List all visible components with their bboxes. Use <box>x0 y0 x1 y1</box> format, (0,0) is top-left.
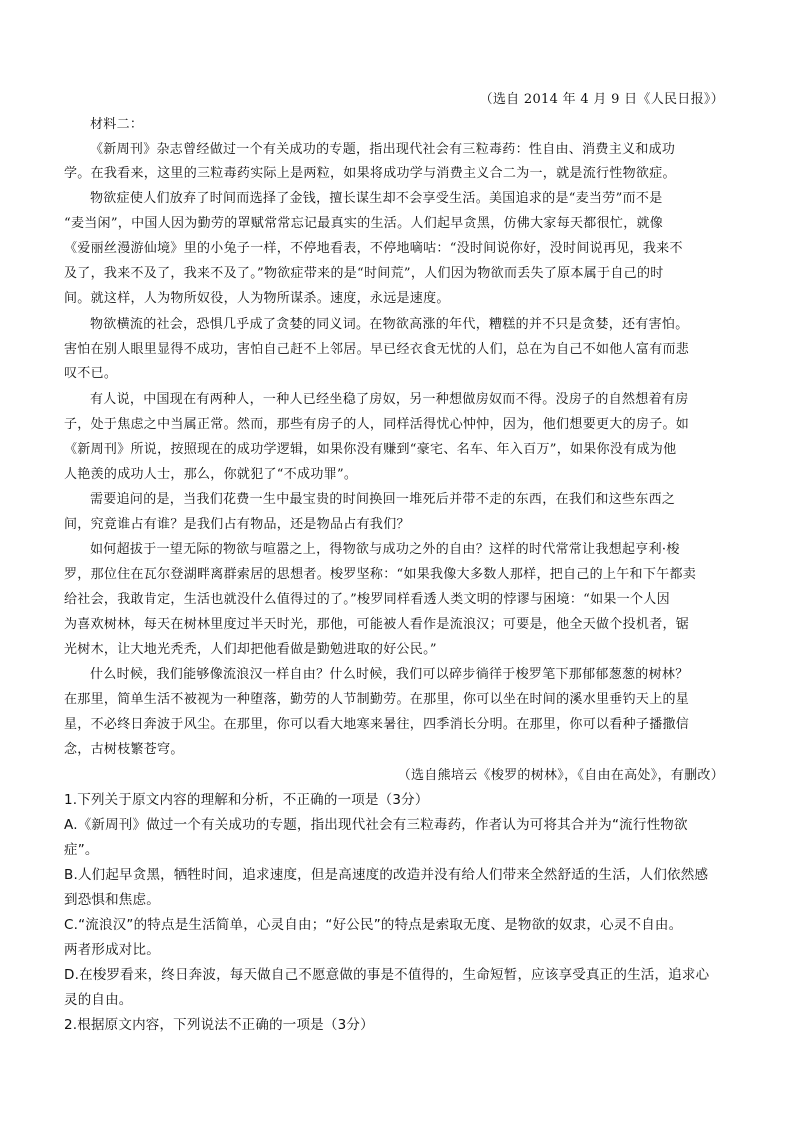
material-two-heading: 材料二： <box>90 117 144 132</box>
paragraph-6-line-4: 为喜欢树林，每天在树林里度过半天时光，那他，可能被人看作是流浪汉；可要是，他全天做个投机者，锯 <box>64 617 690 632</box>
paragraph-1-line-2: 学。在我看来，这里的三粒毒药实际上是两粒，如果将成功学与消费主义合二为一，就是流行性物欲症。 <box>64 166 676 181</box>
paragraph-2-line-1: 物欲症使人们放弃了时间而选择了金钱，擅长谋生却不会享受生活。美国追求的是“麦当劳”而不是 <box>90 191 663 206</box>
paragraph-2-line-3: 《爱丽丝漫游仙境》里的小兔子一样，不停地看表，不停地嘀咕：“没时间说你好，没时间说再见，我来不 <box>64 241 683 256</box>
paragraph-2-line-4: 及了，我来不及了，我来不及了。”物欲症带来的是“时间荒”，人们因为物欲而丢失了原本属于自己的时 <box>64 266 664 281</box>
question-1-stem: 1.下列关于原文内容的理解和分析，不正确的一项是（3分） <box>64 792 429 808</box>
paragraph-3-line-3: 叹不已。 <box>64 366 118 381</box>
paragraph-6-line-1: 如何超拔于一望无际的物欲与喧嚣之上，得物欲与成功之外的自由？这样的时代常常让我想起亨利·梭 <box>90 542 680 557</box>
paragraph-3-line-1: 物欲横流的社会，恐惧几乎成了贪婪的同义词。在物欲高涨的年代，糟糕的并不只是贪婪，还有害怕。 <box>90 317 689 332</box>
question-1-option-d-line-1: D.在梭罗看来，终日奔波，每天做自己不愿意做的事是不值得的，生命短暂，应该享受真正的生活，追求心 <box>64 967 710 983</box>
source-citation-xiong-peiyun: （选自熊培云《梭罗的树林》，《自由在高处》，有删改） <box>397 768 724 783</box>
paragraph-6-line-2: 罗，那位住在瓦尔登湖畔离群索居的思想者。梭罗坚称：“如果我像大多数人那样，把自己的上午和下午都卖 <box>64 567 697 582</box>
question-1-option-b-line-2: 到恐惧和焦虑。 <box>64 892 160 908</box>
paragraph-4-line-3: 《新周刊》所说，按照现在的成功学逻辑，如果你没有赚到“豪宅、名车、年入百万”，如果你没有成为他 <box>64 442 677 457</box>
question-1-option-a-line-1: A.《新周刊》做过一个有关成功的专题，指出现代社会有三粒毒药，作者认为可将其合并为“流行性物欲 <box>64 817 688 833</box>
paragraph-1-line-1: 《新周刊》杂志曾经做过一个有关成功的专题，指出现代社会有三粒毒药：性自由、消费主义和成功 <box>90 142 676 157</box>
paragraph-4-line-2: 子，处于焦虑之中当属正常。然而，那些有房子的人，同样活得忧心忡忡，因为，他们想要更大的房子。如 <box>64 417 690 432</box>
question-1-option-c-line-2: 两者形成对比。 <box>64 942 160 958</box>
paragraph-6-line-3: 给社会，我敢肯定，生活也就没什么值得过的了。”梭罗同样看透人类文明的悖谬与困境：“如果一个人因 <box>64 592 670 607</box>
paragraph-3-line-2: 害怕在别人眼里显得不成功，害怕自己赶不上邻居。早已经衣食无忧的人们，总在为自己不如他人富有而悲 <box>64 342 690 357</box>
paragraph-7-line-3: 星，不必终日奔波于风尘。在那里，你可以看大地寒来暑往，四季消长分明。在那里，你可以看种子播撒信 <box>64 717 690 732</box>
question-1-option-b-line-1: B.人们起早贪黑，牺牲时间，追求速度，但是高速度的改造并没有给人们带来全然舒适的生活，人们依然感 <box>64 867 709 883</box>
question-2-stem: 2.根据原文内容，下列说法不正确的一项是（3分） <box>64 1017 374 1033</box>
paragraph-4-line-1: 有人说，中国现在有两种人，一种人已经坐稳了房奴，另一种想做房奴而不得。没房子的自然想着有房 <box>90 392 689 407</box>
paragraph-5-line-1: 需要追问的是，当我们花费一生中最宝贵的时间换回一堆死后并带不走的东西，在我们和这些东西之 <box>90 492 676 507</box>
question-1-option-d-line-2: 灵的自由。 <box>64 992 133 1008</box>
paragraph-7-line-4: 念，古树枝繁苍穹。 <box>64 742 184 757</box>
paragraph-2-line-2: “麦当闲”，中国人因为勤劳的罩赋常常忘记最真实的生活。人们起早贪黑，仿佛大家每天都很忙，就像 <box>64 216 664 231</box>
paragraph-6-line-5: 光树木，让大地光秃秃，人们却把他看做是勤勉进取的好公民。” <box>64 642 437 657</box>
paragraph-7-line-1: 什么时候，我们能够像流浪汉一样自由？什么时候，我们可以碎步徜徉于梭罗笔下那郁郁葱葱的树林？ <box>90 667 689 682</box>
paragraph-5-line-2: 间，究竟谁占有谁？是我们占有物品，还是物品占有我们？ <box>64 517 410 532</box>
question-1-option-a-line-2: 症”。 <box>64 842 99 858</box>
question-1-option-c-line-1: C.“流浪汉”的特点是生活简单，心灵自由；“好公民”的特点是索取无度、是物欲的奴隶，心灵不自由。 <box>64 917 683 933</box>
paragraph-4-line-4: 人艳羡的成功人士，那么，你就犯了“不成功罪”。 <box>64 467 358 482</box>
paragraph-7-line-2: 在那里，简单生活不被视为一种堕落，勤劳的人节制勤劳。在那里，你可以坐在时间的溪水里垂钓天上的星 <box>64 692 690 707</box>
paragraph-2-line-5: 间。就这样，人为物所奴役，人为物所谋杀。速度，永远是速度。 <box>64 291 450 306</box>
source-citation-people-daily: （选自 2014 年 4 月 9 日《人民日报》） <box>479 92 724 107</box>
